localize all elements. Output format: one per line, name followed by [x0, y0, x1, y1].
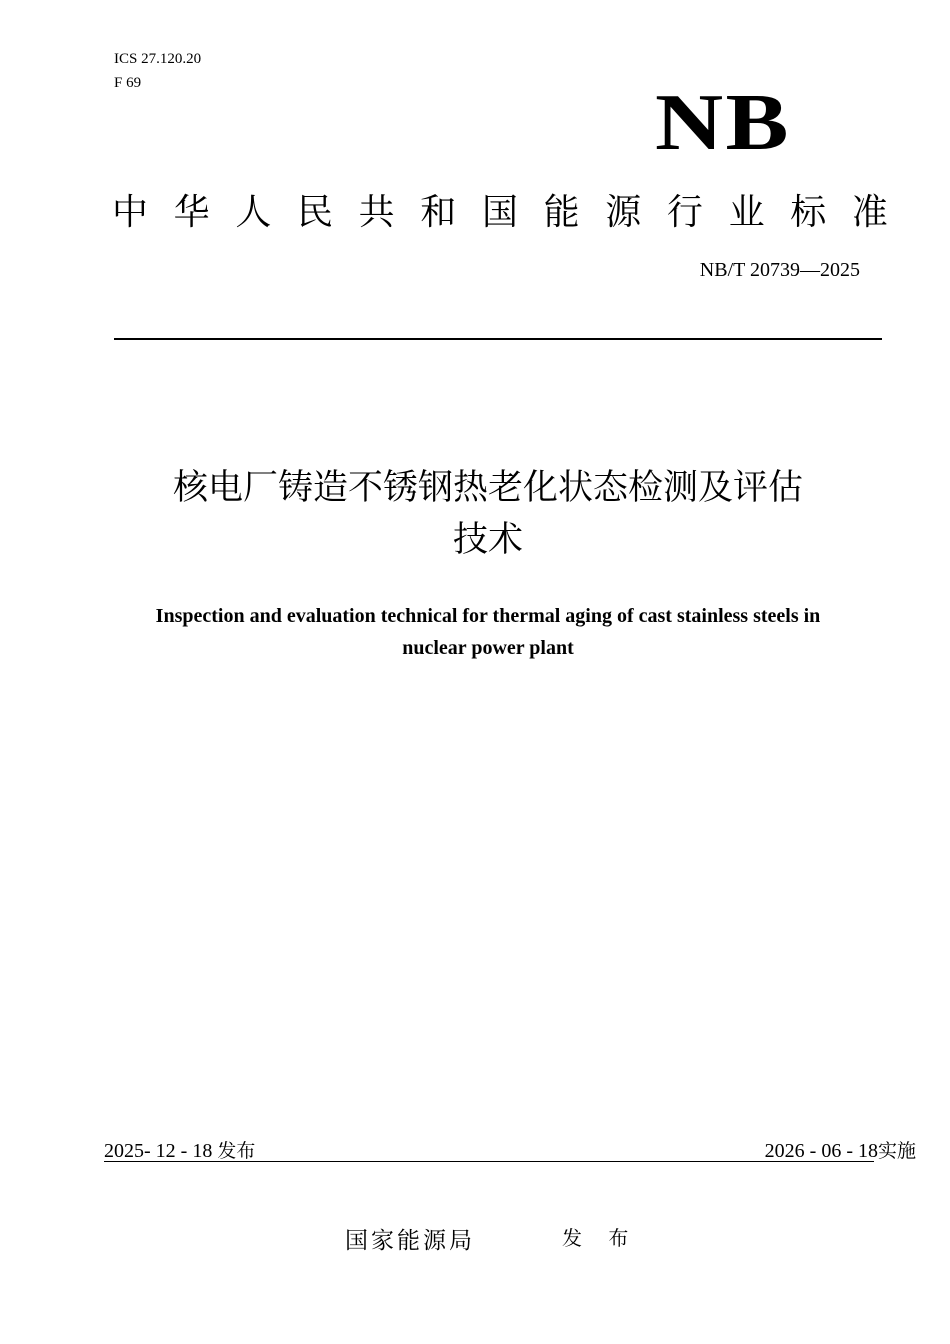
standard-category-title: [112, 184, 888, 234]
category-char: 准: [851, 191, 888, 233]
standard-number: NB/T 20739—2025: [699, 259, 860, 281]
category-char: 华: [173, 191, 210, 233]
issue-date: [104, 1136, 255, 1163]
category-char: 中: [112, 191, 149, 233]
category-char: 能: [543, 191, 580, 233]
category-char: 人: [235, 191, 272, 233]
category-char: 国: [481, 191, 518, 233]
english-title-line: Inspection and evaluation technical for thermal aging of cast stainless steels in: [155, 605, 821, 627]
category-char: 业: [728, 191, 765, 233]
chinese-title-line: 技术: [452, 520, 523, 560]
ccs-code: F 69: [114, 75, 142, 91]
english-title: [100, 600, 876, 664]
implement-date: [765, 1136, 916, 1163]
category-char: 和: [420, 191, 457, 233]
top-divider: [114, 338, 882, 340]
bottom-divider: [104, 1161, 874, 1162]
category-char: 民: [296, 191, 333, 233]
publisher-name: 国家能源局: [345, 1228, 475, 1254]
issue-date-value: 2025- 12 - 18: [104, 1140, 213, 1162]
issue-date-label: 发布: [217, 1140, 256, 1162]
category-char: 标: [790, 191, 827, 233]
chinese-title: [100, 462, 876, 566]
category-char: 行: [666, 191, 703, 233]
english-title-line: nuclear power plant: [402, 637, 574, 659]
implement-date-value: 2026 - 06 - 18: [764, 1140, 878, 1162]
implement-date-label: 实施: [877, 1140, 916, 1162]
category-char: 源: [605, 191, 642, 233]
category-char: 共: [358, 191, 395, 233]
nb-logo: NB: [655, 79, 791, 167]
publish-label: 发 布: [562, 1226, 639, 1250]
chinese-title-line: 核电厂铸造不锈钢热老化状态检测及评估: [172, 468, 803, 508]
ics-code: ICS 27.120.20: [114, 51, 202, 67]
